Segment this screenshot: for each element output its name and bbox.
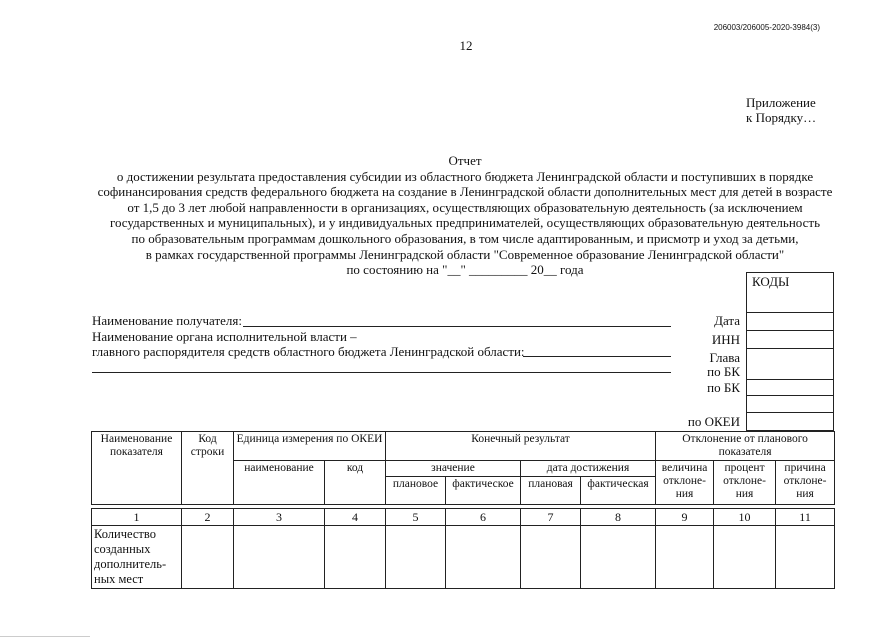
report-table xyxy=(91,431,835,589)
header-deviation-reason: причина отклоне- ния xyxy=(776,461,835,505)
appendix-line-1: Приложение xyxy=(746,95,816,110)
report-title-line: софинансирования средств федерального бюджета на создание в Ленинградской области дополнительных мест для детей в возрасте xyxy=(97,184,833,200)
header-result-group: Конечный результат xyxy=(386,432,656,461)
header-value: значение xyxy=(386,461,521,477)
authority-fill-line[interactable] xyxy=(523,356,671,357)
code-label-date: Дата xyxy=(714,313,740,328)
column-number: 10 xyxy=(714,509,776,526)
header-unit-group: Единица измерения по ОКЕИ xyxy=(234,432,386,461)
report-title-line: о достижении результата предоставления субсидии из областного бюджета Ленинградской области и поступивших в порядке xyxy=(116,168,814,184)
deviation-reason-cell[interactable] xyxy=(776,526,835,589)
authority-label-line-2: главного распорядителя средств областного бюджета Ленинградской области: xyxy=(92,344,525,359)
report-as-of-date: по состоянию на "__" _________ 20__ года xyxy=(346,262,584,278)
deviation-percent-cell[interactable] xyxy=(714,526,776,589)
column-number: 9 xyxy=(656,509,714,526)
header-deviation-group: Отклонение от планового показателя xyxy=(656,432,835,461)
code-cell-inn[interactable] xyxy=(746,330,834,349)
page-number: 12 xyxy=(459,38,473,53)
table-row xyxy=(92,526,835,589)
header-planned-date: плановая xyxy=(521,477,581,505)
recipient-fill-line[interactable] xyxy=(243,326,671,327)
code-label-okei: по ОКЕИ xyxy=(687,414,740,429)
code-label-chapter: Глава xyxy=(709,350,740,365)
header-actual-date: фактическая xyxy=(581,477,656,505)
report-title-block xyxy=(60,153,870,278)
report-title-line: от 1,5 до 3 лет любой направленности в организациях, осуществляющих образовательную деятельность (за исключением xyxy=(127,199,803,215)
unit-name-cell[interactable] xyxy=(234,526,325,589)
report-title-line: государственных и муниципальных), и у индивидуальных предпринимателей, осуществляющих образовательную деятельность xyxy=(109,215,821,231)
actual-date-cell[interactable] xyxy=(581,526,656,589)
column-number: 1 xyxy=(92,509,182,526)
code-label-bk: по БК xyxy=(707,364,740,379)
column-number: 2 xyxy=(182,509,234,526)
unit-code-cell[interactable] xyxy=(325,526,386,589)
code-cell-bk[interactable] xyxy=(746,379,834,396)
header-achievement-date: дата достижения xyxy=(521,461,656,477)
report-title-line: в рамках государственной программы Ленинградской области "Современное образование Ленинградской области" xyxy=(145,246,785,262)
report-title-line: по образовательным программам дошкольного образования, в том числе адаптированным, и присмотр и уход за детьми, xyxy=(131,230,799,246)
authority-label-line-1: Наименование органа исполнительной власти – xyxy=(92,329,357,344)
header-actual: фактическое xyxy=(446,477,521,505)
planned-date-cell[interactable] xyxy=(521,526,581,589)
header-indicator-name: Наименование показателя xyxy=(92,432,182,505)
appendix-line-2: к Порядку… xyxy=(746,110,817,125)
code-cell-bk-2[interactable] xyxy=(746,395,834,413)
column-number: 4 xyxy=(325,509,386,526)
column-number: 11 xyxy=(776,509,835,526)
header-planned: плановое xyxy=(386,477,446,505)
header-unit-code: код xyxy=(325,461,386,505)
codes-header-cell: КОДЫ xyxy=(746,272,834,313)
deviation-value-cell[interactable] xyxy=(656,526,714,589)
column-number: 8 xyxy=(581,509,656,526)
code-cell-date[interactable] xyxy=(746,312,834,331)
column-number: 5 xyxy=(386,509,446,526)
code-label-inn: ИНН xyxy=(711,332,740,347)
indicator-name-cell: Количество созданных дополнитель- ных мест xyxy=(92,526,182,589)
code-cell-chapter-bk[interactable] xyxy=(746,348,834,380)
recipient-label: Наименование получателя: xyxy=(92,313,243,328)
row-code-cell[interactable] xyxy=(182,526,234,589)
report-heading: Отчет xyxy=(448,153,482,168)
authority-fill-line-2[interactable] xyxy=(92,372,671,373)
actual-value-cell[interactable] xyxy=(446,526,521,589)
column-number: 7 xyxy=(521,509,581,526)
column-number: 3 xyxy=(234,509,325,526)
appendix-note xyxy=(746,95,816,125)
header-deviation-value: величина отклоне- ния xyxy=(656,461,714,505)
code-label-bk-2: по БК xyxy=(707,380,740,395)
header-unit-name: наименование xyxy=(234,461,325,505)
planned-value-cell[interactable] xyxy=(386,526,446,589)
column-number: 6 xyxy=(446,509,521,526)
document-id: 206003/206005-2020-3984(3) xyxy=(713,23,820,32)
header-deviation-percent: процент отклоне- ния xyxy=(714,461,776,505)
scan-edge-line xyxy=(0,636,90,637)
code-cell-okei[interactable] xyxy=(746,412,834,431)
header-row-code: Код строки xyxy=(182,432,234,505)
